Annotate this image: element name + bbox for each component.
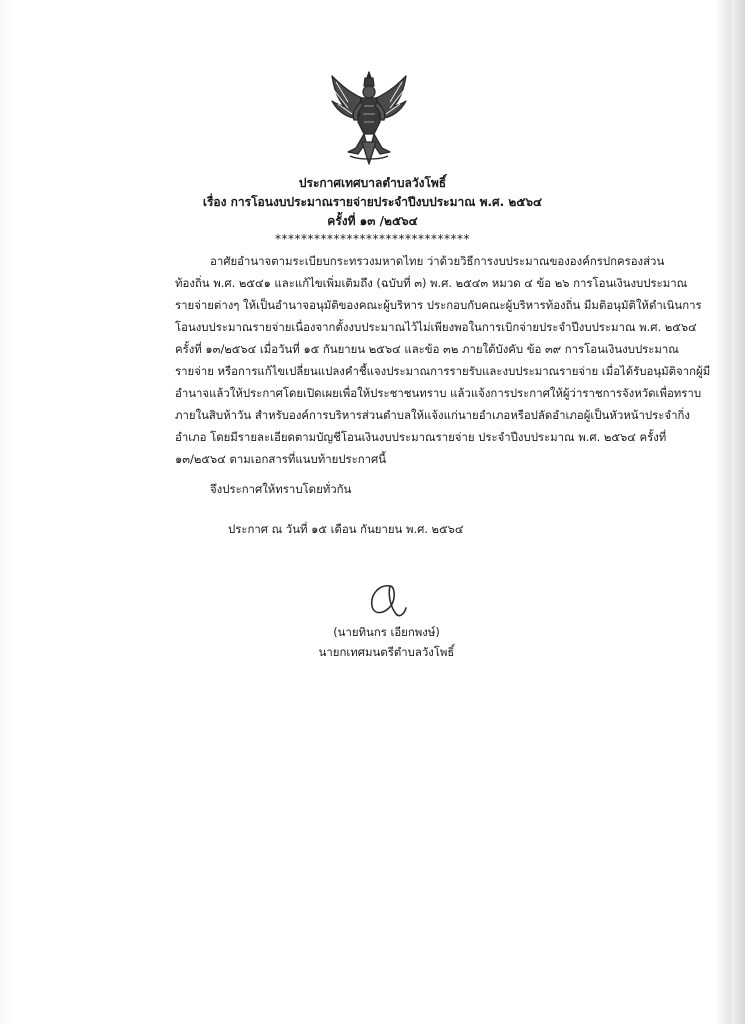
page-edge-shadow (731, 0, 745, 1024)
body-line-8: ภายในสิบห้าวัน สำหรับองค์การบริหารส่วนตำบลให้แจ้งแก่นายอำเภอหรือปลัดอำเภอผู้เป็นหัวหน้าประจำกิ่ง (175, 408, 690, 422)
handwritten-signature-icon (364, 580, 410, 620)
body-line-6: รายจ่าย หรือการแก้ไขเปลี่ยนแปลงคำชี้แจงประมาณการรายรับและงบประมาณรายจ่าย เมื่อได้รับอนุมัติจากผู้มี (175, 364, 711, 378)
body-line-4: โอนงบประมาณรายจ่ายเนื่องจากตั้งงบประมาณไว้ไม่เพียงพอในการเบิกจ่ายประจำปีงบประมาณ พ.ศ. ๒๕๖๔ (175, 320, 697, 334)
public-notice: จึงประกาศให้ทราบโดยทั่วกัน (210, 482, 352, 496)
body-line-1: อาศัยอำนาจตามระเบียบกระทรวงมหาดไทย ว่าด้วยวิธีการงบประมาณขององค์กรปกครองส่วน (210, 254, 665, 268)
body-line-9: อำเภอ โดยมีรายละเอียดตามบัญชีโอนเงินงบประมาณรายจ่าย ประจำปีงบประมาณ พ.ศ. ๒๕๖๔ ครั้งที่ (175, 430, 667, 444)
header-separator: ****************************** (275, 232, 470, 246)
body-line-3: รายจ่ายต่างๆ ให้เป็นอำนาจอนุมัติของคณะผู้บริหาร ประกอบกับคณะผู้บริหารท้องถิ่น มีมติอนุมัติให้ดำเนินการ (175, 298, 702, 312)
body-line-7: อำนาจแล้วให้ประกาศโดยเปิดเผยเพื่อให้ประชาชนทราบ แล้วแจ้งการประกาศให้ผู้ว่าราชการจังหวัดเพื่อทราบ (175, 386, 702, 400)
body-line-10: ๑๓/๒๕๖๔ ตามเอกสารที่แนบท้ายประกาศนี้ (175, 452, 387, 466)
signatory-name: (นายทินกร เอียกพงษ์) (333, 625, 440, 639)
signatory-position: นายกเทศมนตรีตำบลวังโพธิ์ (318, 645, 455, 659)
body-line-2: ท้องถิ่น พ.ศ. ๒๕๔๑ และแก้ไขเพิ่มเติมถึง (ฉบับที่ ๓) พ.ศ. ๒๕๔๓ หมวด ๔ ข้อ ๒๖ การโอนเงินงบประมาณ (175, 276, 688, 290)
body-line-5: ครั้งที่ ๑๓/๒๕๖๔ เมื่อวันที่ ๑๕ กันยายน ๒๕๖๔ และข้อ ๓๒ ภายใต้บังคับ ข้อ ๓๙ การโอนเงินงบประมาณ (175, 342, 679, 356)
announcement-round: ครั้งที่ ๑๓ /๒๕๖๔ (327, 214, 418, 228)
announcement-subject: เรื่อง การโอนงบประมาณรายจ่ายประจำปีงบประมาณ พ.ศ. ๒๕๖๔ (202, 195, 543, 209)
garuda-emblem-icon (328, 68, 410, 168)
announcement-title: ประกาศเทศบาลตำบลวังโพธิ์ (298, 176, 447, 190)
date-line: ประกาศ ณ วันที่ ๑๕ เดือน กันยายน พ.ศ. ๒๕๖๔ (228, 522, 464, 536)
